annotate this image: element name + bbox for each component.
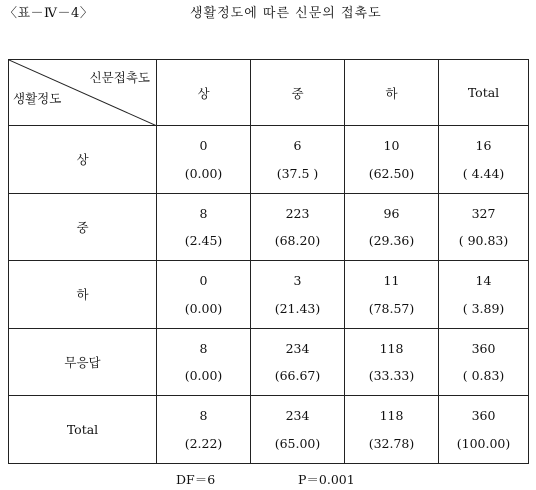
corner-cell bbox=[9, 60, 157, 126]
cell-percent: (21.43) bbox=[274, 300, 321, 316]
cell-count: 14 bbox=[475, 273, 492, 289]
cell-count: 8 bbox=[199, 205, 208, 221]
cell-percent: (2.22) bbox=[184, 435, 223, 451]
table-row bbox=[9, 193, 529, 261]
cell-percent: (32.78) bbox=[368, 435, 415, 451]
degrees-of-freedom: DF＝6 bbox=[176, 472, 216, 487]
cell-percent: ( 0.83) bbox=[462, 368, 505, 384]
crosstab-table bbox=[8, 59, 529, 464]
header-row bbox=[9, 60, 529, 126]
cell-percent: (37.5 ) bbox=[276, 165, 319, 181]
cell-percent: (0.00) bbox=[184, 368, 223, 384]
cell-count: 360 bbox=[471, 408, 496, 424]
cell-count: 360 bbox=[471, 340, 496, 356]
cell-count: 0 bbox=[199, 273, 208, 289]
data-cell bbox=[157, 261, 251, 329]
table-row bbox=[9, 328, 529, 396]
data-cell bbox=[345, 126, 439, 194]
table-title: 생활정도에 따른 신문의 접촉도 bbox=[190, 6, 382, 21]
row-axis-label: 생활정도 bbox=[13, 91, 62, 106]
data-cell bbox=[345, 193, 439, 261]
data-cell bbox=[439, 193, 529, 261]
column-header-mid: 중 bbox=[251, 60, 345, 126]
cell-percent: (65.00) bbox=[274, 435, 321, 451]
data-cell bbox=[157, 396, 251, 464]
cell-percent: (0.00) bbox=[184, 300, 223, 316]
cell-count: 8 bbox=[199, 340, 208, 356]
table-number-tag: 〈표－Ⅳ－4〉 bbox=[4, 6, 94, 21]
column-header-high: 상 bbox=[157, 60, 251, 126]
data-cell bbox=[251, 396, 345, 464]
data-cell bbox=[157, 328, 251, 396]
data-cell bbox=[439, 328, 529, 396]
table-row bbox=[9, 261, 529, 329]
row-header: 하 bbox=[9, 261, 157, 329]
data-cell bbox=[157, 126, 251, 194]
data-cell bbox=[345, 328, 439, 396]
cell-percent: ( 3.89) bbox=[462, 300, 505, 316]
data-cell bbox=[345, 396, 439, 464]
row-header: 무응답 bbox=[9, 328, 157, 396]
data-cell bbox=[439, 126, 529, 194]
cell-count: 10 bbox=[383, 138, 400, 153]
cell-count: 118 bbox=[379, 408, 404, 424]
data-cell bbox=[157, 193, 251, 261]
data-cell bbox=[251, 193, 345, 261]
data-cell bbox=[345, 261, 439, 329]
cell-count: 8 bbox=[199, 408, 208, 424]
data-cell bbox=[251, 126, 345, 194]
column-header-total: Total bbox=[439, 60, 529, 126]
table-row bbox=[9, 126, 529, 194]
cell-percent: (62.50) bbox=[368, 165, 415, 181]
row-header: 상 bbox=[9, 126, 157, 194]
cell-percent: (68.20) bbox=[274, 233, 321, 249]
data-cell bbox=[439, 261, 529, 329]
cell-count: 3 bbox=[293, 273, 302, 289]
cell-percent: ( 4.44) bbox=[462, 165, 505, 181]
cell-percent: (0.00) bbox=[184, 165, 223, 181]
cell-count: 234 bbox=[285, 408, 310, 424]
cell-count: 234 bbox=[285, 340, 310, 356]
cell-percent: ( 90.83) bbox=[458, 233, 509, 249]
data-cell bbox=[439, 396, 529, 464]
table-row-total bbox=[9, 396, 529, 464]
cell-percent: (78.57) bbox=[368, 300, 415, 316]
row-header: 중 bbox=[9, 193, 157, 261]
column-header-low: 하 bbox=[345, 60, 439, 126]
cell-percent: (33.33) bbox=[368, 368, 415, 384]
cell-count: 96 bbox=[383, 205, 400, 221]
cell-count: 0 bbox=[199, 138, 208, 153]
data-cell bbox=[251, 261, 345, 329]
cell-percent: (2.45) bbox=[184, 233, 223, 249]
cell-count: 223 bbox=[285, 205, 310, 221]
cell-percent: (66.67) bbox=[274, 368, 321, 384]
cell-percent: (29.36) bbox=[368, 233, 415, 249]
cell-count: 118 bbox=[379, 340, 404, 356]
cell-count: 327 bbox=[471, 205, 496, 221]
data-cell bbox=[251, 328, 345, 396]
cell-count: 11 bbox=[383, 273, 400, 289]
cell-count: 6 bbox=[293, 138, 302, 153]
p-value: P＝0.001 bbox=[298, 472, 355, 487]
row-header: Total bbox=[9, 396, 157, 464]
cell-count: 16 bbox=[475, 138, 492, 153]
column-axis-label: 신문접촉도 bbox=[89, 70, 150, 85]
cell-percent: (100.00) bbox=[456, 435, 511, 451]
